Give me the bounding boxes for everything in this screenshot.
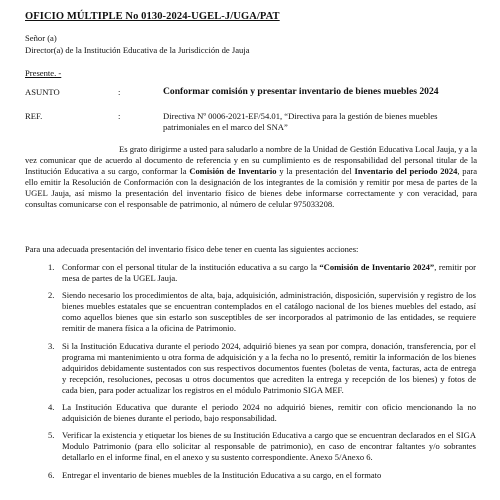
addressee-position: Director(a) de la Institución Educativa de la Jurisdicción de Jauja (25, 45, 250, 55)
asunto-label: ASUNTO (25, 87, 60, 97)
list-item-text: Entregar el inventario de bienes muebles de la Institución Educativa a su cargo, en el formato (62, 469, 382, 480)
list-item-number: 5. (48, 430, 55, 441)
list-item (48, 402, 476, 424)
body-paragraph-2: Para una adecuada presentación del inventario físico debe tener en cuenta las siguientes acciones: (25, 244, 359, 254)
p1-part-a: Es grato dirigirme a usted para saludarlo a nombre de la Unidad de Gestión Educativa Local Jauja, y a la vez comunicar que de acuerdo al documento de referencia y en su cumplimiento es de responsabilidad del personal titular de la Institución Educativa a su cargo, conformar la (25, 144, 477, 177)
list-item-number: 6. (48, 469, 55, 480)
addressee-salutation: Señor (a) (25, 33, 57, 43)
presente-line: Presente. - (25, 68, 62, 78)
list-item (48, 430, 476, 463)
list-item-text: Siendo necesario los procedimientos de alta, baja, adquisición, administración, disposición, supervisión y registro de los bienes muebles estatales que se encuentran contemplados en el catálogo nacional de los bienes muebles del estado, así como aquellos bienes que sin estarlo son susceptibles de ser incorporados al patrimonio de las entidades, se requiere remitir de manera física a la oficina de Patrimonio. (62, 290, 476, 334)
list-item-text: Conformar con el personal titular de la institución educativa a su cargo la (62, 262, 320, 272)
list-item-number: 2. (48, 290, 55, 301)
document-title: OFICIO MÚLTIPLE No 0130-2024-UGEL-J/UGA/PAT (25, 11, 280, 22)
p1-part-c: y la presentación del (276, 166, 355, 177)
list-item-text: Verificar la existencia y etiquetar los bienes de su Institución Educativa a cargo que se encuentran declarados en el SIGA Modulo Patrimonio (para ello solicitar al responsable de patrimonio), en caso de encontrar faltantes y/o sobrantes detallarlo en el informe final, en el anexo y su sustento correspondiente. Anexo 5/Anexo 6. (62, 430, 476, 463)
p1-comision: Comisión de Inventario (189, 166, 277, 177)
list-item (48, 469, 476, 481)
list-item (48, 340, 476, 396)
list-item (48, 290, 476, 334)
p1-part-e: , para ello emitir la Resolución de Conformación con la designación de los integrantes de la comisión y remitir por mesa de partes de la UGEL Jauja, así mismo la presentación del inventario físico de bienes debe informarse correctamente y con veracidad, para consultas comunicarse con el responsable de patrimonio, al número de celular 975033208. (25, 166, 478, 210)
asunto-separator: : (118, 87, 121, 97)
ref-text: Directiva Nº 0006-2021-EF/54.01, “Directiva para la gestión de bienes muebles patrimoniales en el marco del SNA” (163, 111, 438, 132)
list-item-bold: “Comisión de Inventario 2024” (319, 262, 435, 272)
list-item-text: Si la Institución Educativa durante el periodo 2024, adquirió bienes ya sean por compra, donación, transferencia, por el programa mi mantenimiento u otra forma de adquisición y a la fecha no lo presentó, remitir la información de los bienes adquiridos debidamente sustentados con sus respectivos documentos fuentes (boletas de venta, facturas, acta de entrega y recepción, resoluciones, pecosas u otros documentos que acrediten la entrega y recepción de los bienes) y fotos de cada bien, para poder actualizar los registros en el módulo Patrimonio SIGA MEF. (62, 340, 476, 395)
list-item-number: 4. (48, 402, 55, 413)
ref-separator: : (118, 111, 121, 121)
list-item (48, 262, 476, 284)
body-paragraph-1 (25, 144, 477, 211)
actions-list (48, 262, 476, 487)
asunto-text: Conformar comisión y presentar inventario de bienes muebles 2024 (163, 86, 439, 97)
ref-label: REF. (25, 111, 43, 121)
list-item-number: 1. (48, 262, 55, 272)
list-item-text: La Institución Educativa que durante el periodo 2024 no adquirió bienes, remitir con oficio mencionando la no adquisición de bienes durante el periodo, bajo responsabilidad. (62, 402, 476, 424)
p1-inventario: Inventario del periodo 2024 (354, 166, 458, 177)
list-item-number: 3. (48, 340, 55, 351)
list-item-text-end: , remitir por mesa de partes de la UGEL Jauja. (62, 262, 476, 284)
